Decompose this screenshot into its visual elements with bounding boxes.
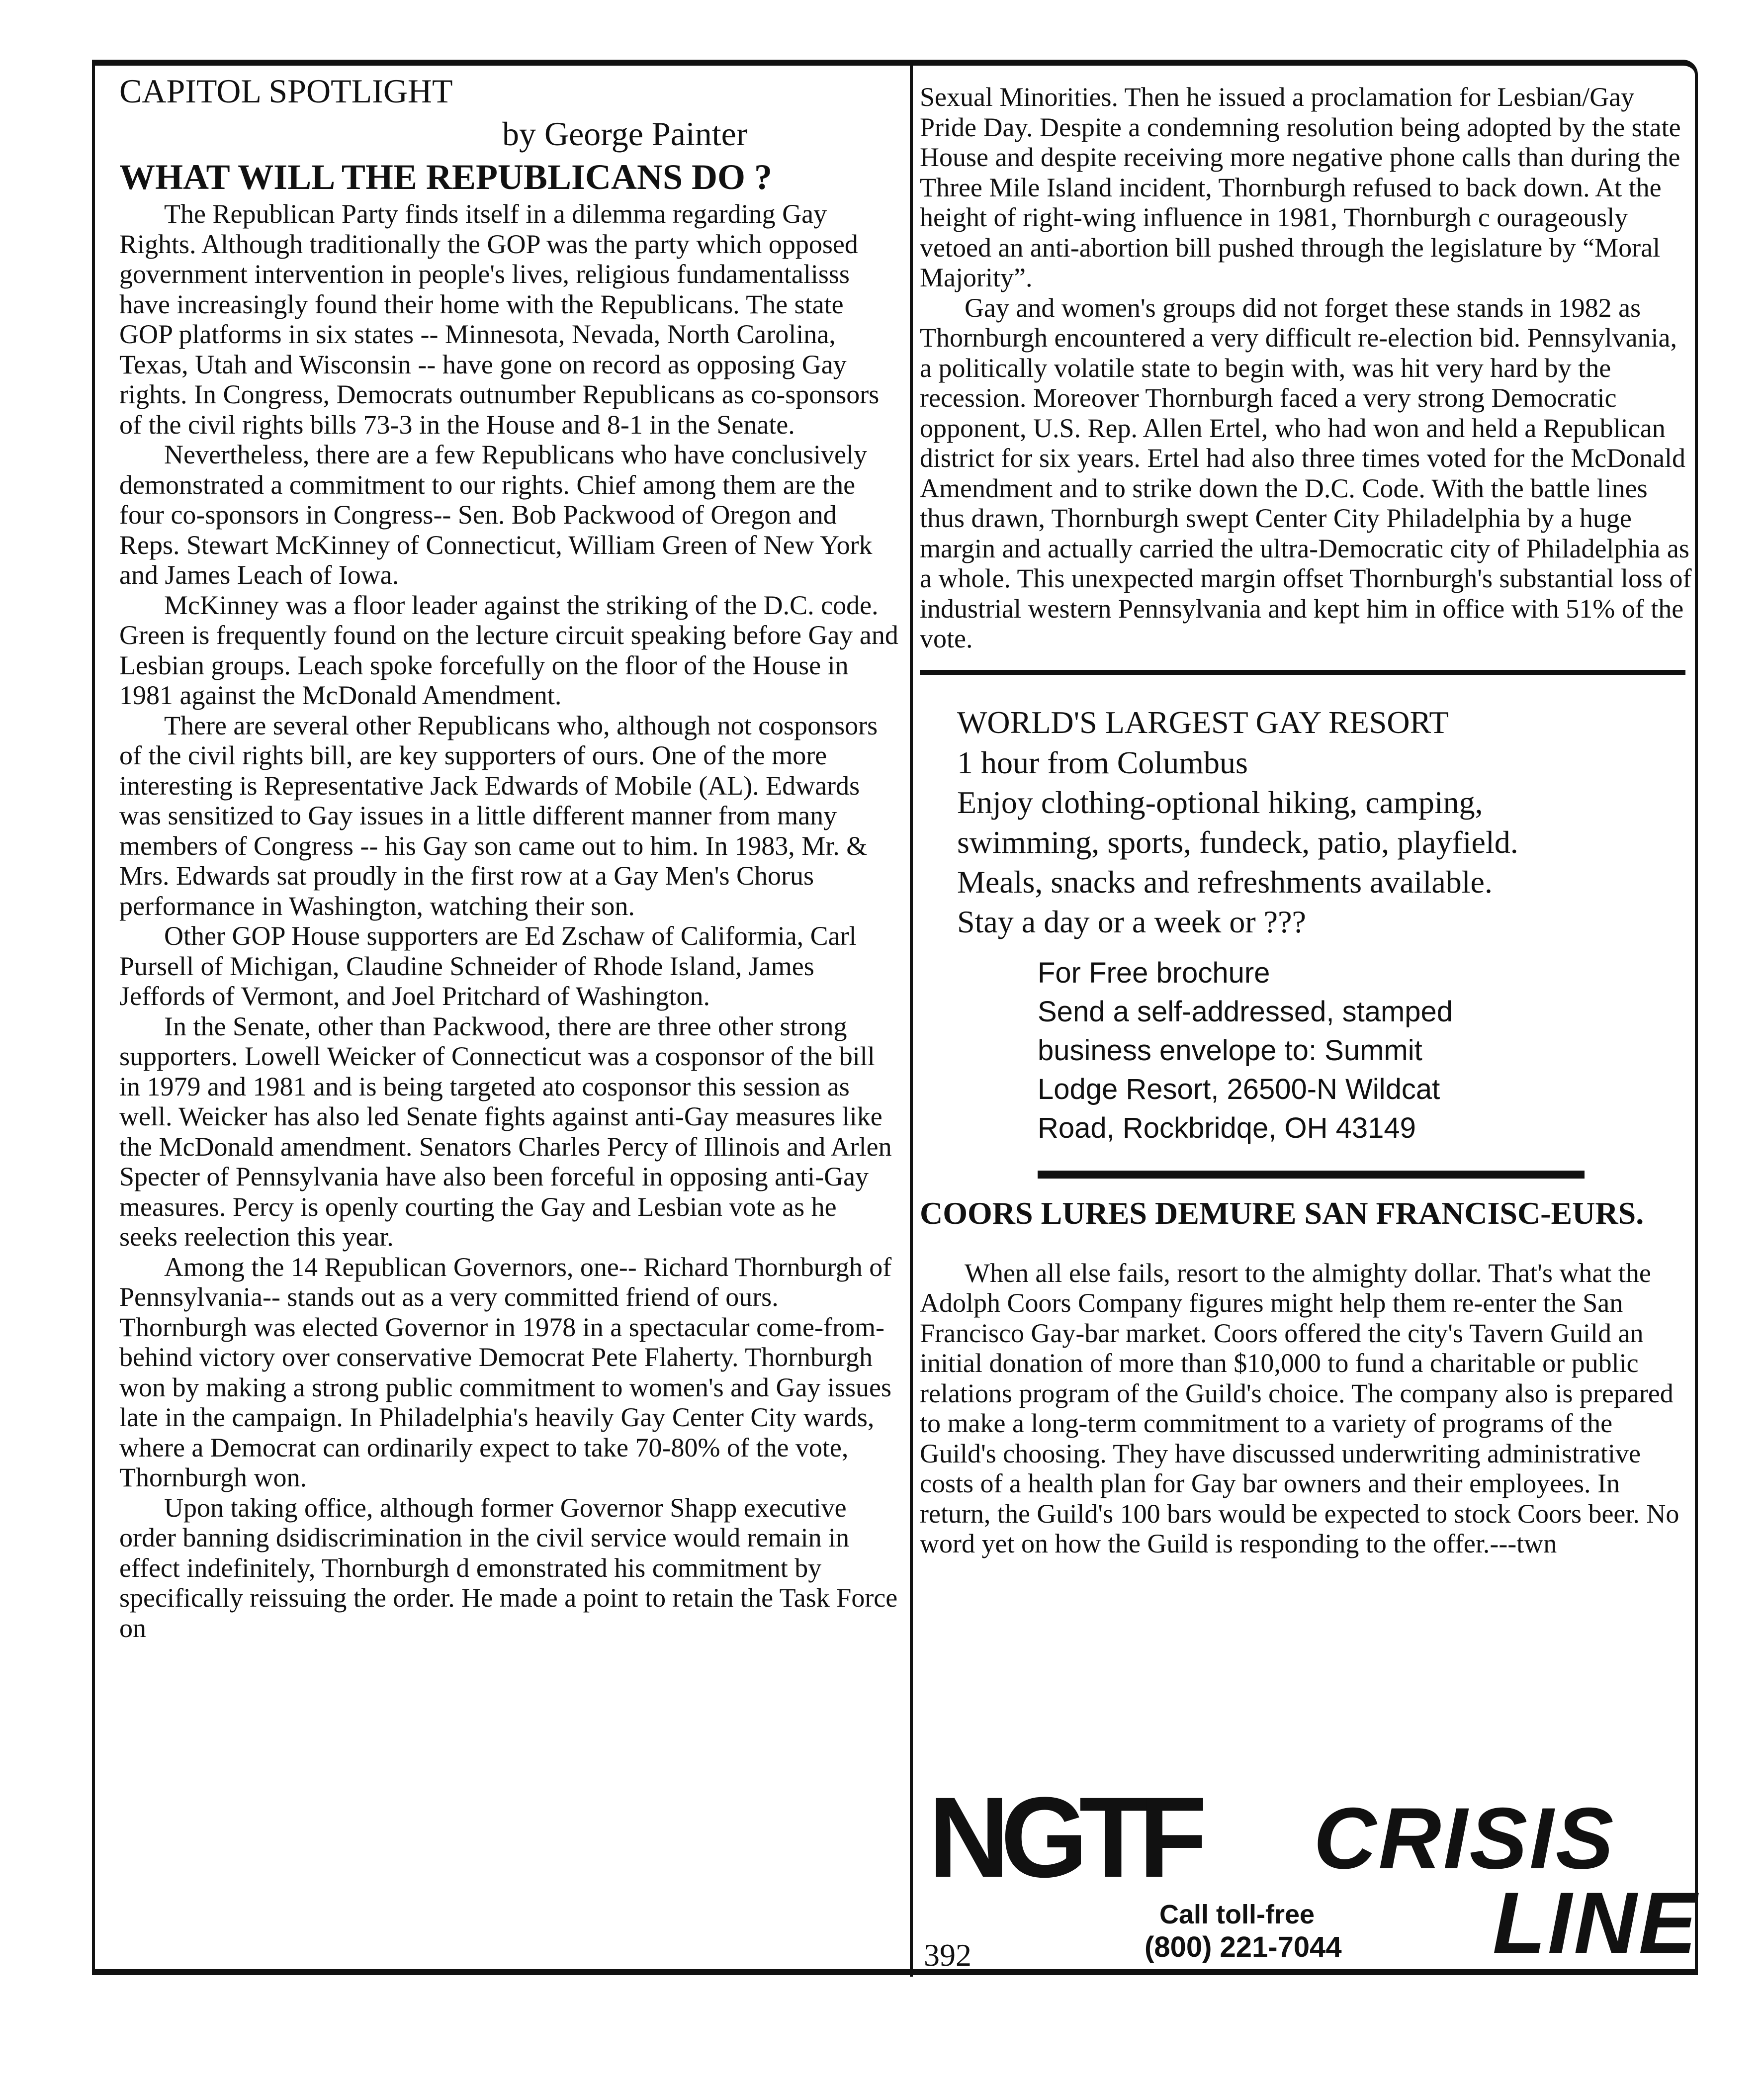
- resort-ad-title: WORLD'S LARGEST GAY RESORT: [957, 704, 1449, 740]
- paragraph: There are several other Republicans who, although not cosponsors of the civil rights bill, are key supporters of ours. One of the more interesting is Representative Jack Edwards of Mobile (AL). Edwards was sensitized to Gay issues in a little different manner from many members of Congress -- his Gay son came out to him. In 1983, Mr. & Mrs. Edwards sat proudly in the first row at a Gay Men's Chorus performance in Washington, watching their son.: [119, 710, 878, 921]
- resort-contact-line: For Free brochure: [1038, 956, 1270, 989]
- paragraph: Upon taking office, although former Governor Shapp executive order banning dsidiscrimination in the civil service would remain in effect indefinitely, Thornburgh d emonstrated his commitment by specifically reissuing the order. He made a point to retain the Task Force on: [119, 1492, 898, 1643]
- paragraph: When all else fails, resort to the almighty dollar. That's what the Adolph Coors Company figures might help them re-enter the San Francisco Gay-bar market. Coors offered the city's Tavern Guild an initial donation of more than $10,000 to fund a charitable or public relations program of the Guild's choice. The company also is prepared to make a long-term commitment to a variety of programs of the Guild's choosing. They have discussed underwriting administrative costs of a health plan for Gay bar owners and their employees. In return, the Guild's 100 bars would be expected to stock Coors beer. No word yet on how the Guild is responding to the offer.---twn: [920, 1258, 1679, 1558]
- article-body: [119, 199, 900, 1643]
- paragraph: In the Senate, other than Packwood, there are three other strong supporters. Lowell Weicker of Connecticut was a cosponsor of the bill in 1979 and 1981 and is being targeted ato cosponsor this session as well. Weicker has also led Senate fights against anti-Gay measures like the McDonald amendment. Senators Charles Percy of Illinois and Arlen Specter of Pennsylvania have also been forceful in opposing anti-Gay measures. Percy is openly courting the Gay and Lesbian vote as he seeks reelection this year.: [119, 1011, 892, 1252]
- resort-contact-line: Send a self-addressed, stamped: [1038, 995, 1453, 1028]
- resort-ad-line: 1 hour from Columbus: [957, 744, 1248, 780]
- paragraph: Sexual Minorities. Then he issued a proclamation for Lesbian/Gay Pride Day. Despite a condemning resolution being adopted by the state House and despite receiving more negative phone calls than during the Three Mile Island incident, Thornburgh refused to back down. At the height of right-wing influence in 1981, Thornburgh c ourageously vetoed an anti-abortion bill pushed through the legislature by “Moral Majority”.: [920, 82, 1681, 292]
- paragraph: Among the 14 Republican Governors, one-- Richard Thornburgh of Pennsylvania-- stands out as a very committed friend of ours. Thornburgh was elected Governor in 1978 in a spectacular come-from-behind victory over conservative Democrat Pete Flaherty. Thornburgh won by making a strong public commitment to women's and Gay issues late in the campaign. In Philadelphia's heavily Gay Center City wards, where a Democrat can ordinarily expect to take 70-80% of the vote, Thornburgh won.: [119, 1252, 892, 1492]
- right-column: [920, 82, 1695, 1559]
- coors-article: [920, 1193, 1695, 1559]
- page-number: 392: [924, 1937, 971, 1973]
- paragraph: McKinney was a floor leader against the striking of the D.C. code. Green is frequently found on the lecture circuit speaking before Gay and Lesbian groups. Leach spoke forcefully on the floor of the House in 1981 against the McDonald Amendment.: [119, 590, 898, 710]
- column-kicker: CAPITOL SPOTLIGHT: [119, 72, 453, 110]
- resort-contact-line: business envelope to: Summit: [1038, 1034, 1422, 1067]
- paragraph: The Republican Party finds itself in a dilemma regarding Gay Rights. Although traditionally the GOP was the party which opposed government intervention in people's lives, religious fundamentalisss have increasingly found their home with the Republicans. The state GOP platforms in six states -- Minnesota, Nevada, North Carolina, Texas, Utah and Wisconsin -- have gone on record as opposing Gay rights. In Congress, Democrats outnumber Republicans as co-sponsors of the civil rights bills 73-3 in the House and 8-1 in the Senate.: [119, 199, 880, 440]
- left-column: [119, 70, 900, 1643]
- coors-headline: COORS LURES DEMURE SAN FRANCISC-EURS.: [920, 1195, 1644, 1231]
- phone-number: (800) 221-7044: [1145, 1931, 1342, 1963]
- call-toll-free-label: Call toll-free: [1159, 1900, 1315, 1929]
- ad-separator-rule: [1038, 1171, 1585, 1179]
- paragraph: Other GOP House supporters are Ed Zschaw of Califormia, Carl Pursell of Michigan, Claudine Schneider of Rhode Island, James Jeffords of Vermont, and Joel Pritchard of Washington.: [119, 921, 857, 1011]
- paragraph: Nevertheless, there are a few Republicans who have conclusively demonstrated a commitment to our rights. Chief among them are the four co-sponsors in Congress-- Sen. Bob Packwood of Oregon and Reps. Stewart McKinney of Connecticut, William Green of New York and James Leach of Iowa.: [119, 440, 873, 590]
- ngtf-crisis-line-ad: [924, 1773, 1699, 1973]
- byline: by George Painter: [502, 115, 748, 153]
- resort-advertisement: [920, 702, 1695, 1148]
- article-continuation: [920, 82, 1695, 654]
- resort-ad-line: Stay a day or a week or ???: [957, 904, 1306, 939]
- resort-contact-line: Lodge Resort, 26500-N Wildcat: [1038, 1073, 1440, 1105]
- column-divider: [910, 62, 913, 1977]
- crisis-word: CRISIS: [1314, 1790, 1616, 1887]
- resort-ad-line: Meals, snacks and refreshments available.: [957, 864, 1493, 900]
- article-headline: WHAT WILL THE REPUBLICANS DO ?: [119, 157, 773, 197]
- resort-ad-line: swimming, sports, fundeck, patio, playfield.: [957, 824, 1518, 860]
- resort-contact-line: Road, Rockbridqe, OH 43149: [1038, 1111, 1416, 1144]
- paragraph: Gay and women's groups did not forget these stands in 1982 as Thornburgh encountered a very difficult re-election bid. Pennsylvania, a politically volatile state to begin with, was hit very hard by the recession. Moreover Thornburgh faced a very strong Democratic opponent, U.S. Rep. Allen Ertel, who had won and held a Republican district for six years. Ertel had also three times voted for the McDonald Amendment and to strike down the D.C. Code. With the battle lines thus drawn, Thornburgh swept Center City Philadelphia by a huge margin and actually carried the ultra-Democratic city of Philadelphia as a whole. This unexpected margin offset Thornburgh's substantial loss of industrial western Pennsylvania and kept him in office with 51% of the vote.: [920, 292, 1692, 653]
- section-rule: [920, 670, 1685, 675]
- resort-ad-line: Enjoy clothing-optional hiking, camping,: [957, 784, 1483, 820]
- ngtf-logo: NGTF: [928, 1773, 1199, 1901]
- line-word: LINE: [1493, 1875, 1699, 1972]
